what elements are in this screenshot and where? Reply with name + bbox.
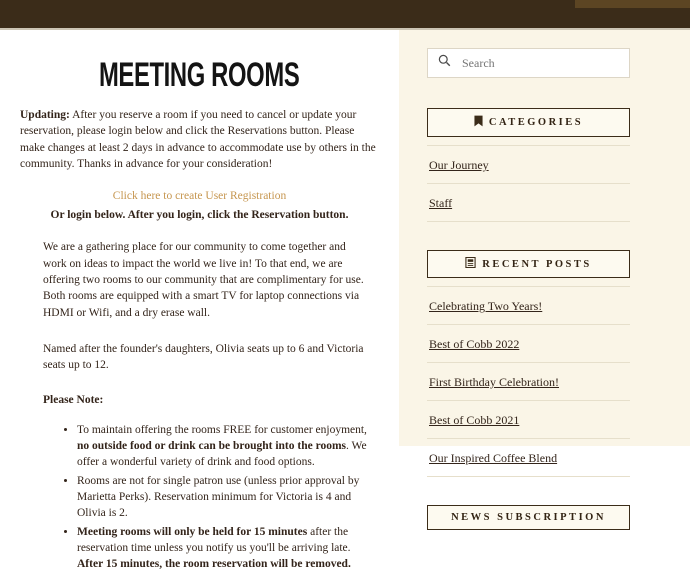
recent-post-link-cobb-2022[interactable]: Best of Cobb 2022	[429, 337, 520, 351]
recent-posts-list	[427, 286, 630, 477]
please-note-heading: Please Note:	[43, 393, 104, 406]
sidebar	[399, 30, 690, 523]
news-icon	[465, 257, 476, 271]
search-box[interactable]	[427, 48, 630, 78]
recent-post-item	[427, 325, 630, 363]
user-registration-link[interactable]: Click here to create User Registration	[112, 190, 287, 203]
search-input[interactable]	[460, 55, 619, 72]
rule-item-hold-time: • Meeting rooms will only be held for 15 minutes after the reservation time unless you notify us you'll be arriving late. After 15 minutes, the room reservation will be removed.	[77, 524, 371, 573]
updating-text: After you reserve a room if you need to cancel or update your reservation, please login below and click the Reservations button. Please make changes at least 2 days in advance to accommodate use by others in the community. Thanks in advance for your consideration!	[20, 109, 376, 170]
category-item	[427, 146, 630, 184]
main-content	[0, 30, 399, 571]
categories-heading: CATEGORIES	[427, 108, 630, 137]
recent-post-link-two-years[interactable]: Celebrating Two Years!	[429, 299, 543, 313]
recent-post-link-first-birthday[interactable]: First Birthday Celebration!	[429, 375, 559, 389]
search-icon	[438, 54, 451, 72]
recent-post-link-coffee-blend[interactable]: Our Inspired Coffee Blend	[429, 451, 558, 465]
bookmark-icon	[474, 115, 483, 130]
room-naming-paragraph: Named after the founder's daughters, Olivia seats up to 6 and Victoria seats up to 12.	[43, 342, 364, 372]
recent-posts-heading: RECENT POSTS	[427, 250, 630, 278]
updating-paragraph	[20, 107, 379, 172]
recent-post-item	[427, 287, 630, 325]
top-nav-bar	[0, 0, 690, 30]
page-layout	[0, 30, 690, 571]
updating-label: Updating:	[20, 109, 70, 121]
page-title: MEETING ROOMS	[99, 56, 300, 94]
news-subscription-heading: NEWS SUBSCRIPTION	[427, 505, 630, 530]
categories-list	[427, 145, 630, 222]
rules-list	[63, 422, 371, 573]
recent-post-item	[427, 439, 630, 477]
category-link-our-journey[interactable]: Our Journey	[429, 158, 489, 172]
rule-item-food: • To maintain offering the rooms FREE for customer enjoyment, no outside food or drink can be brought into the rooms. We offer a wonderful variety of drink and food options.	[77, 422, 371, 471]
category-link-staff[interactable]: Staff	[429, 196, 453, 210]
login-note: Or login below. After you login, click the Reservation button.	[50, 209, 349, 222]
recent-post-link-cobb-2021[interactable]: Best of Cobb 2021	[429, 413, 520, 427]
login-block	[20, 190, 379, 223]
recent-post-item	[427, 401, 630, 439]
about-paragraph: We are a gathering place for our community to come together and work on ideas to impact the world we live in! To that end, we are offering two rooms to our community that are complimentary for use. Both rooms are equipped with a smart TV for laptop connections via HDMI or Wifi, and a dry erase wall.	[43, 241, 364, 319]
recent-post-item	[427, 363, 630, 401]
header-accent	[575, 0, 690, 8]
rule-item-single-patron: • Rooms are not for single patron use (unless prior approval by Marietta Perks). Reservation minimum for Victoria is 4 and Olivia is 2.	[77, 473, 371, 522]
category-item	[427, 184, 630, 222]
